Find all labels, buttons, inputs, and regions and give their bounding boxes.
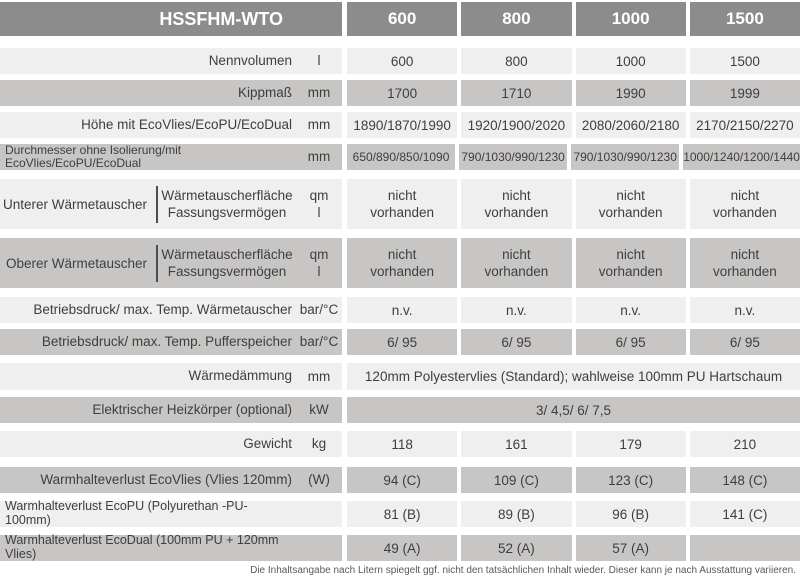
col-header-800: 800 — [461, 2, 571, 36]
value-cell: 161 — [461, 431, 571, 457]
row-hoehe — [0, 112, 800, 138]
sub-label: Wärmetauscherfläche — [161, 247, 293, 262]
value-cell: 123 (C) — [576, 467, 686, 493]
value-cell: 600 — [347, 48, 457, 74]
row-betriebsdruck-pufferspeicher — [0, 329, 800, 355]
row-label: Betriebsdruck/ max. Temp. Wärmetauscher — [33, 301, 292, 317]
value-cell: 1000 — [576, 48, 686, 74]
value-cell: 148 (C) — [690, 467, 800, 493]
row-unit: kW — [309, 402, 329, 417]
row-nennvolumen — [0, 48, 800, 74]
row-waermedaemmung — [0, 363, 800, 390]
value-cell-span: 3/ 4,5/ 6/ 7,5 — [347, 397, 800, 423]
value-cell: 1000/1240/1200/1440 — [683, 144, 800, 170]
col-header-1500: 1500 — [690, 2, 800, 36]
value-cell: n.v. — [690, 297, 800, 323]
value-cell: 6/ 95 — [347, 329, 457, 355]
value-cell: 49 (A) — [347, 535, 457, 561]
value-cell: 790/1030/990/1230 — [459, 144, 567, 170]
value-cell: 6/ 95 — [461, 329, 571, 355]
row-oberer-waermetauscher — [0, 238, 800, 288]
row-unit: l — [317, 53, 321, 68]
value-cell: 210 — [690, 431, 800, 457]
value-cell: 118 — [347, 431, 457, 457]
row-unit: mm — [307, 149, 331, 164]
value-cell: 179 — [576, 431, 686, 457]
row-unit: mm — [307, 85, 331, 100]
row-unit: qm — [309, 247, 329, 262]
value-cell: 1990 — [576, 80, 686, 106]
col-header-1000: 1000 — [576, 2, 686, 36]
row-unit: mm — [307, 368, 331, 384]
row-elektrischer-heizkoerper — [0, 397, 800, 423]
row-warmhalteverlust-ecopu — [0, 501, 800, 527]
value-cell: 2080/2060/2180 — [576, 112, 686, 138]
value-cell: 6/ 95 — [690, 329, 800, 355]
value-cell: 1500 — [690, 48, 800, 74]
row-label: Elektrischer Heizkörper (optional) — [92, 401, 292, 417]
row-unit: l — [317, 205, 321, 220]
value-cell: 94 (C) — [347, 467, 457, 493]
value-cell: 52 (A) — [461, 535, 571, 561]
row-unit: mm — [307, 117, 331, 132]
row-label: Warmhalteverlust EcoDual (100mm PU + 120mm Vlies) — [5, 533, 279, 561]
row-unit: qm — [309, 188, 329, 203]
row-gewicht — [0, 431, 800, 457]
row-label: Nennvolumen — [208, 52, 292, 68]
value-cell: 2170/2150/2270 — [690, 112, 800, 138]
value-cell: nicht vorhanden — [690, 179, 800, 229]
value-cell: 1700 — [347, 80, 457, 106]
row-warmhalteverlust-ecodual — [0, 535, 800, 561]
value-cell: 109 (C) — [461, 467, 571, 493]
row-kippmass — [0, 80, 800, 106]
row-unit: bar/°C — [299, 334, 339, 349]
row-unit: bar/°C — [299, 302, 339, 317]
value-cell: nicht vorhanden — [347, 238, 457, 288]
group-label: Oberer Wärmetauscher — [5, 255, 147, 271]
row-label: Durchmesser ohne Isolierung/mit EcoVlies/EcoPU/EcoDual — [5, 142, 182, 170]
value-cell: 6/ 95 — [576, 329, 686, 355]
row-unterer-waermetauscher — [0, 179, 800, 229]
value-cell: 800 — [461, 48, 571, 74]
value-cell: nicht vorhanden — [576, 179, 686, 229]
value-cell: 81 (B) — [347, 501, 457, 527]
value-cell: 89 (B) — [461, 501, 571, 527]
sub-label: Fassungsvermögen — [167, 205, 287, 220]
row-label: Höhe mit EcoVlies/EcoPU/EcoDual — [81, 116, 292, 132]
value-cell: nicht vorhanden — [690, 238, 800, 288]
value-cell: nicht vorhanden — [461, 179, 571, 229]
row-label: Betriebsdruck/ max. Temp. Pufferspeicher — [41, 333, 292, 349]
row-unit: l — [317, 264, 321, 279]
row-durchmesser — [0, 144, 800, 170]
footer-note: Die Inhaltsangabe nach Litern spiegelt ggf. nicht den tatsächlichen Inhalt wieder. Dieser kann je nach Ausstattung variieren. — [250, 565, 796, 576]
sub-label: Wärmetauscherfläche — [161, 188, 293, 203]
value-cell: 96 (B) — [576, 501, 686, 527]
value-cell: 650/890/850/1090 — [347, 144, 455, 170]
row-unit: kg — [311, 436, 327, 451]
table-header-row — [0, 2, 800, 36]
value-cell: nicht vorhanden — [576, 238, 686, 288]
row-label: Warmhalteverlust EcoVlies (Vlies 120mm) — [40, 471, 292, 487]
value-cell: n.v. — [576, 297, 686, 323]
value-cell: 1710 — [461, 80, 571, 106]
row-unit: (W) — [308, 472, 330, 487]
value-cell: 141 (C) — [690, 501, 800, 527]
value-cell — [690, 535, 800, 561]
header-product-cell — [0, 2, 342, 36]
row-label: Kippmaß — [237, 84, 292, 100]
value-cell: 57 (A) — [576, 535, 686, 561]
value-cell: 1920/1900/2020 — [461, 112, 571, 138]
value-cell: nicht vorhanden — [461, 238, 571, 288]
value-cell-span: 120mm Polyestervlies (Standard); wahlweise 100mm PU Hartschaum — [347, 363, 800, 390]
row-betriebsdruck-waermetauscher — [0, 297, 800, 323]
sub-label: Fassungsvermögen — [167, 264, 287, 279]
value-cell: nicht vorhanden — [347, 179, 457, 229]
row-label: Gewicht — [243, 435, 292, 451]
value-cell: n.v. — [347, 297, 457, 323]
value-cell: 1890/1870/1990 — [347, 112, 457, 138]
row-label: Wärmedämmung — [188, 368, 292, 384]
col-header-600: 600 — [347, 2, 457, 36]
row-warmhalteverlust-ecovlies — [0, 467, 800, 493]
row-label: Warmhalteverlust EcoPU (Polyurethan -PU- 100mm) — [5, 499, 248, 527]
group-label: Unterer Wärmetauscher — [2, 196, 147, 212]
product-name: HSSFHM-WTO — [159, 8, 283, 29]
header-size-columns — [347, 2, 800, 36]
value-cell: 790/1030/990/1230 — [571, 144, 679, 170]
value-cell: n.v. — [461, 297, 571, 323]
value-cell: 1999 — [690, 80, 800, 106]
